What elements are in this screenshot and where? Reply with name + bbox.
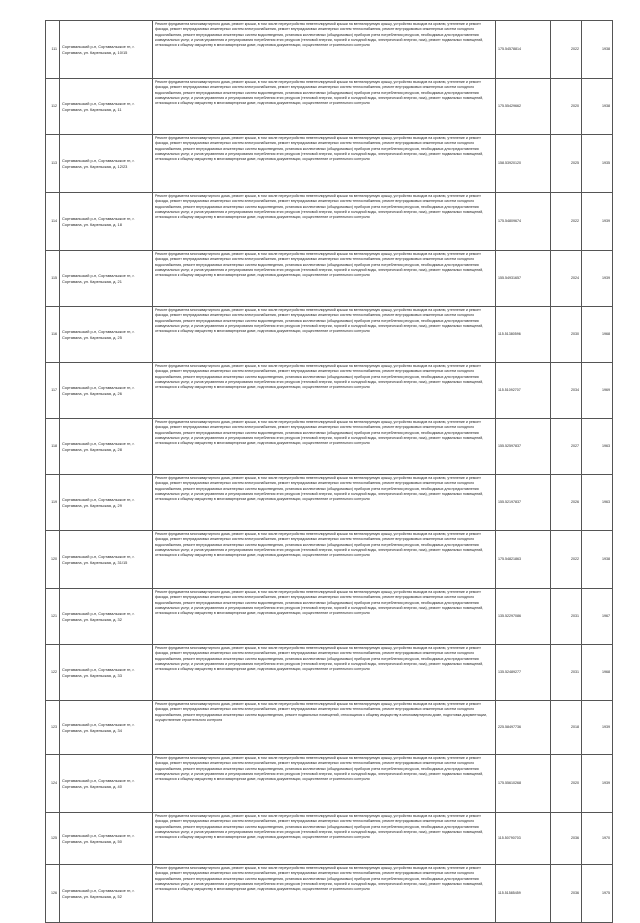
work-list-cell: Ремонт фундамента многоквартирного дома, ремонт крыши, в том числе переустройство невентилируемой крыши на вентилируемую крышу, устройство выходов на кровлю, утепление и ремонт фасада, ремонт внутридомовых инженерных систем электроснабжения, ремонт внутридомовых инженерных систем теплоснабжения, ремонт внутридомовых инженерных систем холодного водоснабжения, ремонт внутридомовых инженерных систем водоотведения, ремонт подвальных помещений, относящихся к общему имуществу в многоквартирном доме, подготовка документации, осуществление строительного контроля [153,701,496,755]
row-number: 119 [46,475,60,531]
work-list-cell: Ремонт фундамента многоквартирного дома, ремонт крыши, в том числе переустройство невентилируемой крыши на вентилируемую крышу, устройство выходов на кровлю, утепление и ремонт фасада, ремонт внутридомовых инженерных систем электроснабжения, ремонт внутридомовых инженерных систем теплоснабжения, ремонт внутридомовых инженерных систем холодного водоснабжения, ремонт внутридомовых инженерных систем водоотведения, установка коллективных (общедомовых) приборов учета потребления ресурсов, необходимых для предоставления коммунальных услуг, и узлов управления и регулирования потребления этих ресурсов (тепловой энергии, горячей и холодной воды, электрической энергии, газа), ремонт подвальных помещений, относящихся к общему имуществу в многоквартирном доме, подготовка документации, осуществление строительного контроля [153,645,496,701]
row-number: 111 [46,21,60,79]
planned-year-cell: 2025 [551,135,582,193]
build-year-cell: 1975 [582,865,613,923]
work-list-cell: Ремонт фундамента многоквартирного дома, ремонт крыши, в том числе переустройство невентилируемой крыши на вентилируемую крышу, устройство выходов на кровлю, утепление и ремонт фасада, ремонт внутридомовых инженерных систем электроснабжения, ремонт внутридомовых инженерных систем теплоснабжения, ремонт внутридомовых инженерных систем холодного водоснабжения, ремонт внутридомовых инженерных систем водоотведения, установка коллективных (общедомовых) приборов учета потребления ресурсов, необходимых для предоставления коммунальных услуг, и узлов управления и регулирования потребления этих ресурсов (тепловой энергии, горячей и холодной воды, электрической энергии, газа), ремонт подвальных помещений, относящихся к общему имуществу в многоквартирном доме, подготовка документации, осуществление строительного контроля [153,531,496,589]
row-number: 120 [46,531,60,589]
planned-year-cell: 2031 [551,589,582,645]
build-year-cell: 1938 [582,21,613,79]
address-cell: Сортавальский р-н, Сортавальское гп, г. Сортавала, ул. Карельская, д. 21 [60,251,153,307]
address-cell: Сортавальский р-н, Сортавальское гп, г. Сортавала, ул. Карельская, д. 28 [60,419,153,475]
build-year-cell: 1969 [582,363,613,419]
planned-year-cell: 2034 [551,363,582,419]
cost-cell: 155.52197837 [496,475,551,531]
build-year-cell: 1939 [582,755,613,813]
row-number: 117 [46,363,60,419]
build-year-cell: 1939 [582,193,613,251]
table-row [46,79,613,135]
work-list-cell: Ремонт фундамента многоквартирного дома, ремонт крыши, в том числе переустройство невентилируемой крыши на вентилируемую крышу, устройство выходов на кровлю, утепление и ремонт фасада, ремонт внутридомовых инженерных систем электроснабжения, ремонт внутридомовых инженерных систем теплоснабжения, ремонт внутридомовых инженерных систем холодного водоснабжения, ремонт внутридомовых инженерных систем водоотведения, установка коллективных (общедомовых) приборов учета потребления ресурсов, необходимых для предоставления коммунальных услуг, и узлов управления и регулирования потребления этих ресурсов (тепловой энергии, горячей и холодной воды, электрической энергии, газа), ремонт подвальных помещений, относящихся к общему имуществу в многоквартирном доме, подготовка документации, осуществление строительного контроля [153,419,496,475]
work-list-cell: Ремонт фундамента многоквартирного дома, ремонт крыши, в том числе переустройство невентилируемой крыши на вентилируемую крышу, устройство выходов на кровлю, утепление и ремонт фасада, ремонт внутридомовых инженерных систем электроснабжения, ремонт внутридомовых инженерных систем теплоснабжения, ремонт внутридомовых инженерных систем холодного водоснабжения, ремонт внутридомовых инженерных систем водоотведения, установка коллективных (общедомовых) приборов учета потребления ресурсов, необходимых для предоставления коммунальных услуг, и узлов управления и регулирования потребления этих ресурсов (тепловой энергии, горячей и холодной воды, электрической энергии, газа), ремонт подвальных помещений, относящихся к общему имуществу в многоквартирном доме, подготовка документации, осуществление строительного контроля [153,307,496,363]
table-row [46,531,613,589]
cost-cell: 175.55610268 [496,755,551,813]
planned-year-cell: 2024 [551,251,582,307]
planned-year-cell: 2036 [551,813,582,865]
build-year-cell: 1970 [582,813,613,865]
cost-cell: 115.51380596 [496,307,551,363]
table-row [46,419,613,475]
work-list-cell: Ремонт фундамента многоквартирного дома, ремонт крыши, в том числе переустройство невентилируемой крыши на вентилируемую крышу, устройство выходов на кровлю, утепление и ремонт фасада, ремонт внутридомовых инженерных систем электроснабжения, ремонт внутридомовых инженерных систем теплоснабжения, ремонт внутридомовых инженерных систем холодного водоснабжения, ремонт внутридомовых инженерных систем водоотведения, установка коллективных (общедомовых) приборов учета потребления ресурсов, необходимых для предоставления коммунальных услуг, и узлов управления и регулирования потребления этих ресурсов (тепловой энергии, горячей и холодной воды, электрической энергии, газа), ремонт подвальных помещений, относящихся к общему имуществу в многоквартирном доме, подготовка документации, осуществление строительного контроля [153,363,496,419]
build-year-cell: 1963 [582,419,613,475]
planned-year-cell: 2018 [551,701,582,755]
table-row [46,701,613,755]
work-list-cell: Ремонт фундамента многоквартирного дома, ремонт крыши, в том числе переустройство невентилируемой крыши на вентилируемую крышу, устройство выходов на кровлю, утепление и ремонт фасада, ремонт внутридомовых инженерных систем электроснабжения, ремонт внутридомовых инженерных систем теплоснабжения, ремонт внутридомовых инженерных систем холодного водоснабжения, ремонт внутридомовых инженерных систем водоотведения, установка коллективных (общедомовых) приборов учета потребления ресурсов, необходимых для предоставления коммунальных услуг, и узлов управления и регулирования потребления этих ресурсов (тепловой энергии, горячей и холодной воды, электрической энергии, газа), ремонт подвальных помещений, относящихся к общему имуществу в многоквартирном доме, подготовка документации, осуществление строительного контроля [153,865,496,923]
address-cell: Сортавальский р-н, Сортавальское гп, г. Сортавала, ул. Карельская, д. 31/15 [60,531,153,589]
row-number: 118 [46,419,60,475]
address-cell: Сортавальский р-н, Сортавальское гп, г. Сортавала, ул. Карельская, д. 34 [60,701,153,755]
planned-year-cell: 2036 [551,865,582,923]
table-row [46,813,613,865]
address-cell: Сортавальский р-н, Сортавальское гп, г. Сортавала, ул. Карельская, д. 29 [60,475,153,531]
table-row [46,363,613,419]
address-cell: Сортавальский р-н, Сортавальское гп, г. Сортавала, ул. Карельская, д. 33 [60,645,153,701]
planned-year-cell: 2027 [551,419,582,475]
planned-year-cell: 2022 [551,531,582,589]
address-cell: Сортавальский р-н, Сортавальское гп, г. Сортавала, ул. Карельская, д. 18 [60,193,153,251]
table-row [46,645,613,701]
row-number: 112 [46,79,60,135]
row-number: 124 [46,755,60,813]
cost-cell: 155.52597837 [496,419,551,475]
address-cell: Сортавальский р-н, Сортавальское гп, г. Сортавала, ул. Карельская, д. 25 [60,307,153,363]
cost-cell: 175.54809674 [496,193,551,251]
planned-year-cell: 2022 [551,21,582,79]
cost-cell: 135.52489277 [496,645,551,701]
build-year-cell: 1939 [582,701,613,755]
build-year-cell: 1968 [582,645,613,701]
cost-cell: 175.55429662 [496,79,551,135]
planned-year-cell: 2020 [551,755,582,813]
build-year-cell: 1968 [582,307,613,363]
build-year-cell: 1967 [582,589,613,645]
cost-cell: 155.54931657 [496,251,551,307]
planned-year-cell: 2031 [551,645,582,701]
planned-year-cell: 2030 [551,307,582,363]
build-year-cell: 1938 [582,531,613,589]
work-list-cell: Ремонт фундамента многоквартирного дома, ремонт крыши, в том числе переустройство невентилируемой крыши на вентилируемую крышу, устройство выходов на кровлю, утепление и ремонт фасада, ремонт внутридомовых инженерных систем электроснабжения, ремонт внутридомовых инженерных систем теплоснабжения, ремонт внутридомовых инженерных систем холодного водоснабжения, ремонт внутридомовых инженерных систем водоотведения, установка коллективных (общедомовых) приборов учета потребления ресурсов, необходимых для предоставления коммунальных услуг, и узлов управления и регулирования потребления этих ресурсов (тепловой энергии, горячей и холодной воды, электрической энергии, газа), ремонт подвальных помещений, относящихся к общему имуществу в многоквартирном доме, подготовка документации, осуществление строительного контроля [153,79,496,135]
table-row [46,865,613,923]
address-cell: Сортавальский р-н, Сортавальское гп, г. Сортавала, ул. Карельская, д. 11 [60,79,153,135]
table-row [46,755,613,813]
cost-cell: 115.50790703 [496,813,551,865]
cost-cell: 175.54578814 [496,21,551,79]
table-row [46,135,613,193]
cost-cell: 115.51092707 [496,363,551,419]
address-cell: Сортавальский р-н, Сортавальское гп, г. Сортавала, ул. Карельская, д. 52 [60,865,153,923]
table-row [46,251,613,307]
row-number: 126 [46,865,60,923]
row-number: 122 [46,645,60,701]
work-list-cell: Ремонт фундамента многоквартирного дома, ремонт крыши, в том числе переустройство невентилируемой крыши на вентилируемую крышу, устройство выходов на кровлю, утепление и ремонт фасада, ремонт внутридомовых инженерных систем электроснабжения, ремонт внутридомовых инженерных систем теплоснабжения, ремонт внутридомовых инженерных систем холодного водоснабжения, ремонт внутридомовых инженерных систем водоотведения, установка коллективных (общедомовых) приборов учета потребления ресурсов, необходимых для предоставления коммунальных услуг, и узлов управления и регулирования потребления этих ресурсов (тепловой энергии, горячей и холодной воды, электрической энергии, газа), ремонт подвальных помещений, относящихся к общему имуществу в многоквартирном доме, подготовка документации, осуществление строительного контроля [153,475,496,531]
work-list-cell: Ремонт фундамента многоквартирного дома, ремонт крыши, в том числе переустройство невентилируемой крыши на вентилируемую крышу, устройство выходов на кровлю, утепление и ремонт фасада, ремонт внутридомовых инженерных систем электроснабжения, ремонт внутридомовых инженерных систем теплоснабжения, ремонт внутридомовых инженерных систем холодного водоснабжения, ремонт внутридомовых инженерных систем водоотведения, установка коллективных (общедомовых) приборов учета потребления ресурсов, необходимых для предоставления коммунальных услуг, и узлов управления и регулирования потребления этих ресурсов (тепловой энергии, горячей и холодной воды, электрической энергии, газа), ремонт подвальных помещений, относящихся к общему имуществу в многоквартирном доме, подготовка документации, осуществление строительного контроля [153,21,496,79]
cost-cell: 115.51585459 [496,865,551,923]
row-number: 123 [46,701,60,755]
table-row [46,21,613,79]
address-cell: Сортавальский р-н, Сортавальское гп, г. Сортавала, ул. Карельская, д. 12/23 [60,135,153,193]
address-cell: Сортавальский р-н, Сортавальское гп, г. Сортавала, ул. Карельская, д. 26 [60,363,153,419]
build-year-cell: 1963 [582,475,613,531]
row-number: 113 [46,135,60,193]
work-list-cell: Ремонт фундамента многоквартирного дома, ремонт крыши, в том числе переустройство невентилируемой крыши на вентилируемую крышу, устройство выходов на кровлю, утепление и ремонт фасада, ремонт внутридомовых инженерных систем электроснабжения, ремонт внутридомовых инженерных систем теплоснабжения, ремонт внутридомовых инженерных систем холодного водоснабжения, ремонт внутридомовых инженерных систем водоотведения, установка коллективных (общедомовых) приборов учета потребления ресурсов, необходимых для предоставления коммунальных услуг, и узлов управления и регулирования потребления этих ресурсов (тепловой энергии, горячей и холодной воды, электрической энергии, газа), ремонт подвальных помещений, относящихся к общему имуществу в многоквартирном доме, подготовка документации, осуществление строительного контроля [153,755,496,813]
capital-repair-table [45,20,613,923]
planned-year-cell: 2020 [551,79,582,135]
row-number: 125 [46,813,60,865]
planned-year-cell: 2026 [551,475,582,531]
address-cell: Сортавальский р-н, Сортавальское гп, г. Сортавала, ул. Карельская, д. 10/15 [60,21,153,79]
row-number: 115 [46,251,60,307]
work-list-cell: Ремонт фундамента многоквартирного дома, ремонт крыши, в том числе переустройство невентилируемой крыши на вентилируемую крышу, устройство выходов на кровлю, утепление и ремонт фасада, ремонт внутридомовых инженерных систем электроснабжения, ремонт внутридомовых инженерных систем теплоснабжения, ремонт внутридомовых инженерных систем холодного водоснабжения, ремонт внутридомовых инженерных систем водоотведения, установка коллективных (общедомовых) приборов учета потребления ресурсов, необходимых для предоставления коммунальных услуг, и узлов управления и регулирования потребления этих ресурсов (тепловой энергии, горячей и холодной воды, электрической энергии, газа), ремонт подвальных помещений, относящихся к общему имуществу в многоквартирном доме, подготовка документации, осуществление строительного контроля [153,193,496,251]
build-year-cell: 1935 [582,135,613,193]
cost-cell: 158.53920120 [496,135,551,193]
work-list-cell: Ремонт фундамента многоквартирного дома, ремонт крыши, в том числе переустройство невентилируемой крыши на вентилируемую крышу, устройство выходов на кровлю, утепление и ремонт фасада, ремонт внутридомовых инженерных систем электроснабжения, ремонт внутридомовых инженерных систем теплоснабжения, ремонт внутридомовых инженерных систем холодного водоснабжения, ремонт внутридомовых инженерных систем водоотведения, установка коллективных (общедомовых) приборов учета потребления ресурсов, необходимых для предоставления коммунальных услуг, и узлов управления и регулирования потребления этих ресурсов (тепловой энергии, горячей и холодной воды, электрической энергии, газа), ремонт подвальных помещений, относящихся к общему имуществу в многоквартирном доме, подготовка документации, осуществление строительного контроля [153,589,496,645]
table-row [46,193,613,251]
row-number: 121 [46,589,60,645]
address-cell: Сортавальский р-н, Сортавальское гп, г. Сортавала, ул. Карельская, д. 50 [60,813,153,865]
work-list-cell: Ремонт фундамента многоквартирного дома, ремонт крыши, в том числе переустройство невентилируемой крыши на вентилируемую крышу, устройство выходов на кровлю, утепление и ремонт фасада, ремонт внутридомовых инженерных систем электроснабжения, ремонт внутридомовых инженерных систем теплоснабжения, ремонт внутридомовых инженерных систем холодного водоснабжения, ремонт внутридомовых инженерных систем водоотведения, установка коллективных (общедомовых) приборов учета потребления ресурсов, необходимых для предоставления коммунальных услуг, и узлов управления и регулирования потребления этих ресурсов (тепловой энергии, горячей и холодной воды, электрической энергии, газа), ремонт подвальных помещений, относящихся к общему имуществу в многоквартирном доме, подготовка документации, осуществление строительного контроля [153,135,496,193]
table-row [46,307,613,363]
table-row [46,589,613,645]
table-row [46,475,613,531]
planned-year-cell: 2022 [551,193,582,251]
build-year-cell: 1939 [582,251,613,307]
work-list-cell: Ремонт фундамента многоквартирного дома, ремонт крыши, в том числе переустройство невентилируемой крыши на вентилируемую крышу, устройство выходов на кровлю, утепление и ремонт фасада, ремонт внутридомовых инженерных систем электроснабжения, ремонт внутридомовых инженерных систем теплоснабжения, ремонт внутридомовых инженерных систем холодного водоснабжения, ремонт внутридомовых инженерных систем водоотведения, установка коллективных (общедомовых) приборов учета потребления ресурсов, необходимых для предоставления коммунальных услуг, и узлов управления и регулирования потребления этих ресурсов (тепловой энергии, горячей и холодной воды, электрической энергии, газа), ремонт подвальных помещений, относящихся к общему имуществу в многоквартирном доме, подготовка документации, осуществление строительного контроля [153,813,496,865]
address-cell: Сортавальский р-н, Сортавальское гп, г. Сортавала, ул. Карельская, д. 32 [60,589,153,645]
address-cell: Сортавальский р-н, Сортавальское гп, г. Сортавала, ул. Карельская, д. 40 [60,755,153,813]
row-number: 114 [46,193,60,251]
cost-cell: 225.58497736 [496,701,551,755]
cost-cell: 175.54821863 [496,531,551,589]
row-number: 116 [46,307,60,363]
cost-cell: 135.52297086 [496,589,551,645]
work-list-cell: Ремонт фундамента многоквартирного дома, ремонт крыши, в том числе переустройство невентилируемой крыши на вентилируемую крышу, устройство выходов на кровлю, утепление и ремонт фасада, ремонт внутридомовых инженерных систем электроснабжения, ремонт внутридомовых инженерных систем теплоснабжения, ремонт внутридомовых инженерных систем холодного водоснабжения, ремонт внутридомовых инженерных систем водоотведения, установка коллективных (общедомовых) приборов учета потребления ресурсов, необходимых для предоставления коммунальных услуг, и узлов управления и регулирования потребления этих ресурсов (тепловой энергии, горячей и холодной воды, электрической энергии, газа), ремонт подвальных помещений, относящихся к общему имуществу в многоквартирном доме, подготовка документации, осуществление строительного контроля [153,251,496,307]
build-year-cell: 1938 [582,79,613,135]
